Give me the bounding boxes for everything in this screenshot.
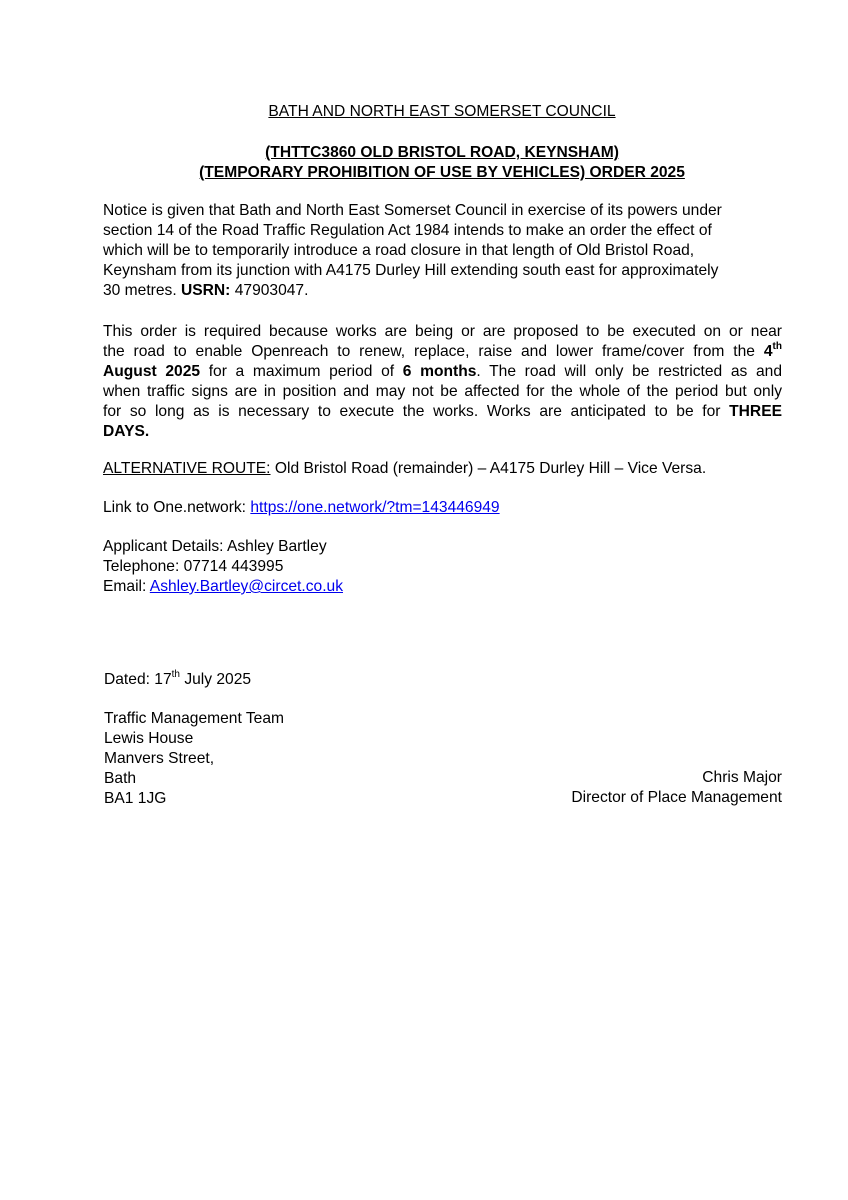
duration-part-1: THREE xyxy=(729,403,782,420)
notice-line-5-text: 30 metres. xyxy=(103,282,181,299)
address-line-3: Manvers Street, xyxy=(104,750,215,767)
reason-line-3-post: . The road will only be restricted as and xyxy=(476,363,783,380)
dated-suffix: th xyxy=(171,668,180,680)
applicant-email-label: Email: xyxy=(103,578,150,595)
signatory-block xyxy=(571,768,782,808)
notice-line-1: Notice is given that Bath and North East Somerset Council in exercise of its powers under xyxy=(103,202,722,219)
reason-line-5-text: for so long as is necessary to execute the works. Works are anticipated to be for xyxy=(103,403,730,420)
signatory-title: Director of Place Management xyxy=(571,789,782,806)
reason-line-4: when traffic signs are in position and may not be affected for the whole of the period but only xyxy=(103,383,782,400)
applicant-telephone: Telephone: 07714 443995 xyxy=(103,558,284,575)
network-link-label: Link to One.network: xyxy=(103,499,251,516)
dated-rest: July 2025 xyxy=(179,671,252,688)
alternative-route-text: Old Bristol Road (remainder) – A4175 Durley Hill – Vice Versa. xyxy=(270,460,707,477)
applicant-name: Applicant Details: Ashley Bartley xyxy=(103,538,327,555)
maximum-period: 6 months xyxy=(402,363,477,380)
reason-line-6 xyxy=(103,422,782,442)
duration-part-2: DAYS. xyxy=(103,423,150,440)
reason-line-3 xyxy=(103,362,782,382)
one-network-link[interactable]: https://one.network/?tm=143446949 xyxy=(250,499,500,516)
dated-line xyxy=(104,670,783,690)
notice-line-2: section 14 of the Road Traffic Regulation Act 1984 intends to make an order the effect of xyxy=(103,222,712,239)
reason-paragraph xyxy=(103,322,782,442)
start-date-month-year: August 2025 xyxy=(103,363,201,380)
applicant-details xyxy=(103,537,782,597)
notice-line-3: which will be to temporarily introduce a road closure in that length of Old Bristol Road, xyxy=(103,242,695,259)
reason-line-2 xyxy=(103,342,782,362)
dated-label: Dated: xyxy=(104,671,155,688)
start-date-suffix: th xyxy=(772,340,782,352)
usrn-value: 47903047. xyxy=(230,282,309,299)
reason-line-2-text: the road to enable Openreach to renew, replace, raise and lower frame/cover from the xyxy=(103,343,764,360)
address-line-5: BA1 1JG xyxy=(104,790,167,807)
address-line-4: Bath xyxy=(104,770,137,787)
applicant-email-row xyxy=(103,577,782,597)
reason-line-3-mid: for a maximum period of xyxy=(200,363,403,380)
notice-line-4: Keynsham from its junction with A4175 Durley Hill extending south east for approximately xyxy=(103,262,719,279)
signatory-name: Chris Major xyxy=(702,769,782,786)
order-title-line-2: (TEMPORARY PROHIBITION OF USE BY VEHICLES) ORDER 2025 xyxy=(199,164,685,181)
applicant-email-link[interactable]: Ashley.Bartley@circet.co.uk xyxy=(149,578,343,595)
order-title xyxy=(0,143,848,183)
notice-paragraph xyxy=(103,201,782,301)
dated-day: 17 xyxy=(154,671,172,688)
order-title-line-1: (THTTC3860 OLD BRISTOL ROAD, KEYNSHAM) xyxy=(265,144,619,161)
usrn-label: USRN: xyxy=(181,282,231,299)
start-date-day: 4 xyxy=(763,343,773,360)
alternative-route-label: ALTERNATIVE ROUTE: xyxy=(103,460,271,477)
address-line-2: Lewis House xyxy=(104,730,194,747)
reason-line-1: This order is required because works are being or are proposed to be executed on or near xyxy=(103,323,782,340)
council-heading: BATH AND NORTH EAST SOMERSET COUNCIL xyxy=(268,103,616,120)
network-link-row xyxy=(103,498,782,518)
address-line-1: Traffic Management Team xyxy=(104,710,284,727)
reason-line-5 xyxy=(103,402,782,422)
alternative-route xyxy=(103,459,782,479)
notice-line-5 xyxy=(103,281,782,301)
